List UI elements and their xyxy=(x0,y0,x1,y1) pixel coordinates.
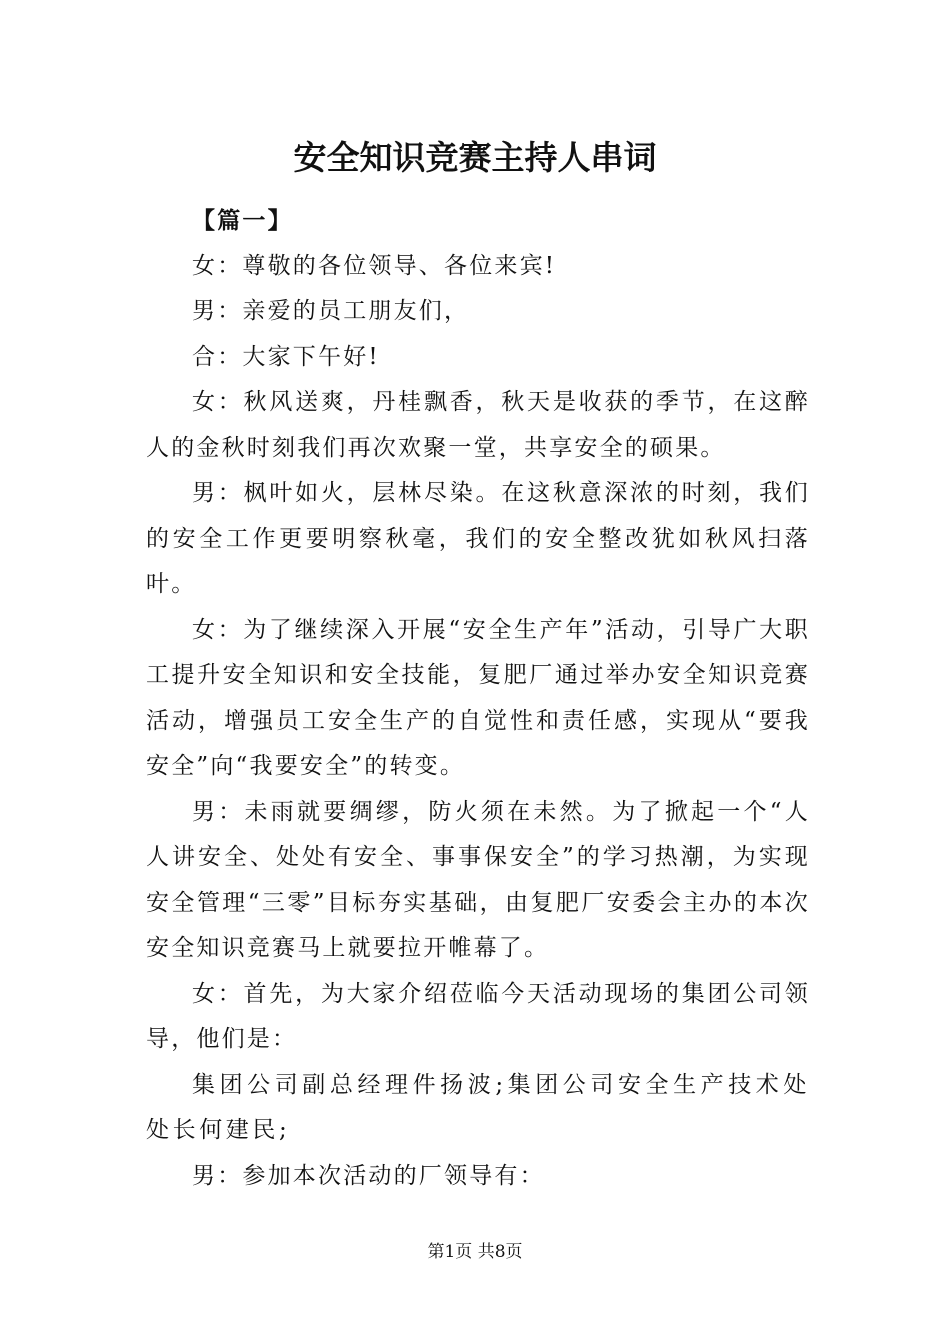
paragraph: 男：亲爱的员工朋友们， xyxy=(192,298,470,324)
paragraph: 男：未雨就要绸缪，防火须在未然。为了掀起一个“人人讲安全、处处有安全、事事保安全”的学习热潮，为实现安全管理“三零”目标夯实基础，由复肥厂安委会主办的本次安全知识竞赛马上就要拉开帷幕了。 xyxy=(146,798,810,961)
document-body xyxy=(146,198,810,1199)
page-number-footer: 第1页 共8页 xyxy=(427,1242,523,1262)
document-title: 安全知识竞赛主持人串词 xyxy=(293,138,657,177)
paragraph: 女：为了继续深入开展“安全生产年”活动，引导广大职工提升安全知识和安全技能，复肥厂通过举办安全知识竞赛活动，增强员工安全生产的自觉性和责任感，实现从“要我安全”向“我要安全”的转变。 xyxy=(146,616,810,779)
paragraph: 女：首先，为大家介绍莅临今天活动现场的集团公司领导，他们是： xyxy=(146,980,810,1052)
paragraph: 合：大家下午好! xyxy=(192,343,380,370)
paragraph: 女：秋风送爽，丹桂飘香，秋天是收获的季节，在这醉人的金秋时刻我们再次欢聚一堂，共享安全的硕果。 xyxy=(146,389,810,461)
paragraph: 女：尊敬的各位领导、各位来宾! xyxy=(192,252,557,279)
paragraph: 男：枫叶如火，层林尽染。在这秋意深浓的时刻，我们的安全工作更要明察秋毫，我们的安全整改犹如秋风扫落叶。 xyxy=(146,480,810,597)
section-heading: 【篇一】 xyxy=(192,207,293,234)
paragraph: 男：参加本次活动的厂领导有： xyxy=(192,1162,545,1189)
paragraph: 集团公司副总经理件扬波;集团公司安全生产技术处处长何建民; xyxy=(146,1071,810,1143)
